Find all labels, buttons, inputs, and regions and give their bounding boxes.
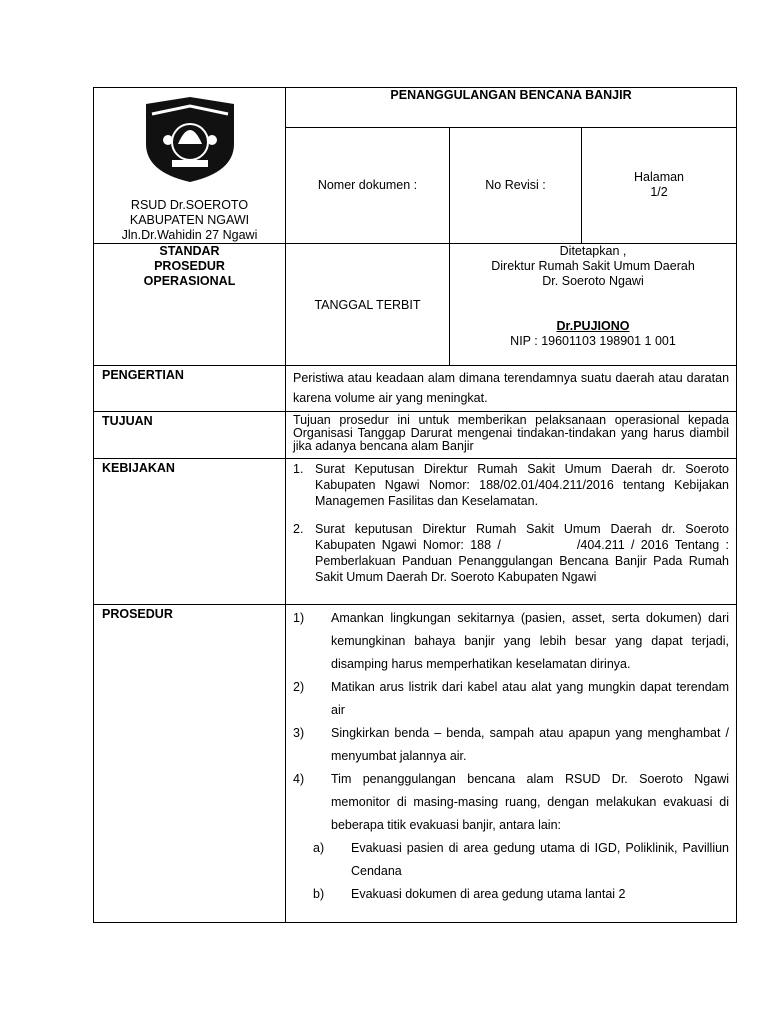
set-by-line-3: Dr. Soeroto Ngawi xyxy=(542,274,644,288)
list-item: 2. Surat keputusan Direktur Rumah Sakit Umum Daerah dr. Soeroto Kabupaten Ngawi Nomor: 188 / /404.211 / 2016 Tentang : Pemberlakuan Panduan Penanggulangan Bencana Banjir Pada Rumah Sakit Umum Daerah Dr. Soeroto Kabupaten Ngawi xyxy=(293,522,733,584)
approval-block xyxy=(450,244,737,366)
issue-date-label: TANGGAL TERBIT xyxy=(286,244,450,366)
pengertian-label: PENGERTIAN xyxy=(94,366,286,412)
list-item: 3) Singkirkan benda – benda, sampah atau apapun yang menghambat / menyumbat jalannya air. xyxy=(293,726,730,763)
sop-label-line-1: STANDAR xyxy=(159,244,220,258)
list-item: 1) Amankan lingkungan sekitarnya (pasien, asset, serta dokumen) dari kemungkinan bahaya banjir yang lebih besar yang dapat terjadi, disamping harus memperhatikan keselamatan dirinya. xyxy=(293,611,730,671)
kebijakan-label: KEBIJAKAN xyxy=(94,459,286,605)
logo-cell xyxy=(94,88,286,244)
page-value: 1/2 xyxy=(650,185,668,200)
sop-label xyxy=(94,244,286,366)
sop-table xyxy=(93,87,737,923)
list-item: 2) Matikan arus listrik dari kabel atau alat yang mungkin dapat terendam air xyxy=(293,680,730,717)
hospital-identity xyxy=(94,198,285,243)
page-info xyxy=(582,127,737,243)
doc-number-label: Nomer dokumen : xyxy=(286,127,450,243)
list-item: 4) Tim penanggulangan bencana alam RSUD Dr. Soeroto Ngawi memonitor di masing-masing ruang, dengan melakukan evakuasi di beberapa titik evakuasi banjir, antara lain: xyxy=(293,772,730,832)
hospital-address: Jln.Dr.Wahidin 27 Ngawi xyxy=(121,228,258,242)
tujuan-text: Tujuan prosedur ini untuk memberikan pelaksanaan operasional kepada Organisasi Tanggap Darurat mengenai tindakan-tindakan yang harus diambil jika adanya bencana alam Banjir xyxy=(286,412,737,459)
prosedur-list xyxy=(286,605,737,923)
list-item: a) Evakuasi pasien di area gedung utama di IGD, Poliklinik, Pavilliun Cendana xyxy=(313,841,730,878)
page-label: Halaman xyxy=(633,170,685,185)
hospital-name: RSUD Dr.SOEROTO xyxy=(130,198,249,212)
pengertian-text: Peristiwa atau keadaan alam dimana terendamnya suatu daerah atau daratan karena volume air yang meningkat. xyxy=(286,366,737,412)
sop-label-line-2: PROSEDUR xyxy=(154,259,225,273)
hospital-logo-icon xyxy=(142,94,238,184)
tujuan-label: TUJUAN xyxy=(94,412,286,459)
kebijakan-list xyxy=(286,459,737,605)
signer-name: Dr.PUJIONO xyxy=(556,319,630,333)
hospital-region: KABUPATEN NGAWI xyxy=(129,213,250,227)
signer-nip: NIP : 19601103 198901 1 001 xyxy=(510,334,676,348)
revision-label: No Revisi : xyxy=(450,127,582,243)
set-by-line-2: Direktur Rumah Sakit Umum Daerah xyxy=(491,259,695,273)
list-item: 1. Surat Keputusan Direktur Rumah Sakit Umum Daerah dr. Soeroto Kabupaten Ngawi Nomor: 188/02.01/404.211/2016 tentang Kebijakan Managemen Fasilitas dan Keselamatan. xyxy=(293,462,730,508)
list-item: b) Evakuasi dokumen di area gedung utama lantai 2 xyxy=(313,887,626,901)
set-by-line-1: Ditetapkan , xyxy=(559,244,627,258)
sop-label-line-3: OPERASIONAL xyxy=(143,274,236,288)
prosedur-label: PROSEDUR xyxy=(94,605,286,923)
document-title: PENANGGULANGAN BENCANA BANJIR xyxy=(286,88,737,128)
